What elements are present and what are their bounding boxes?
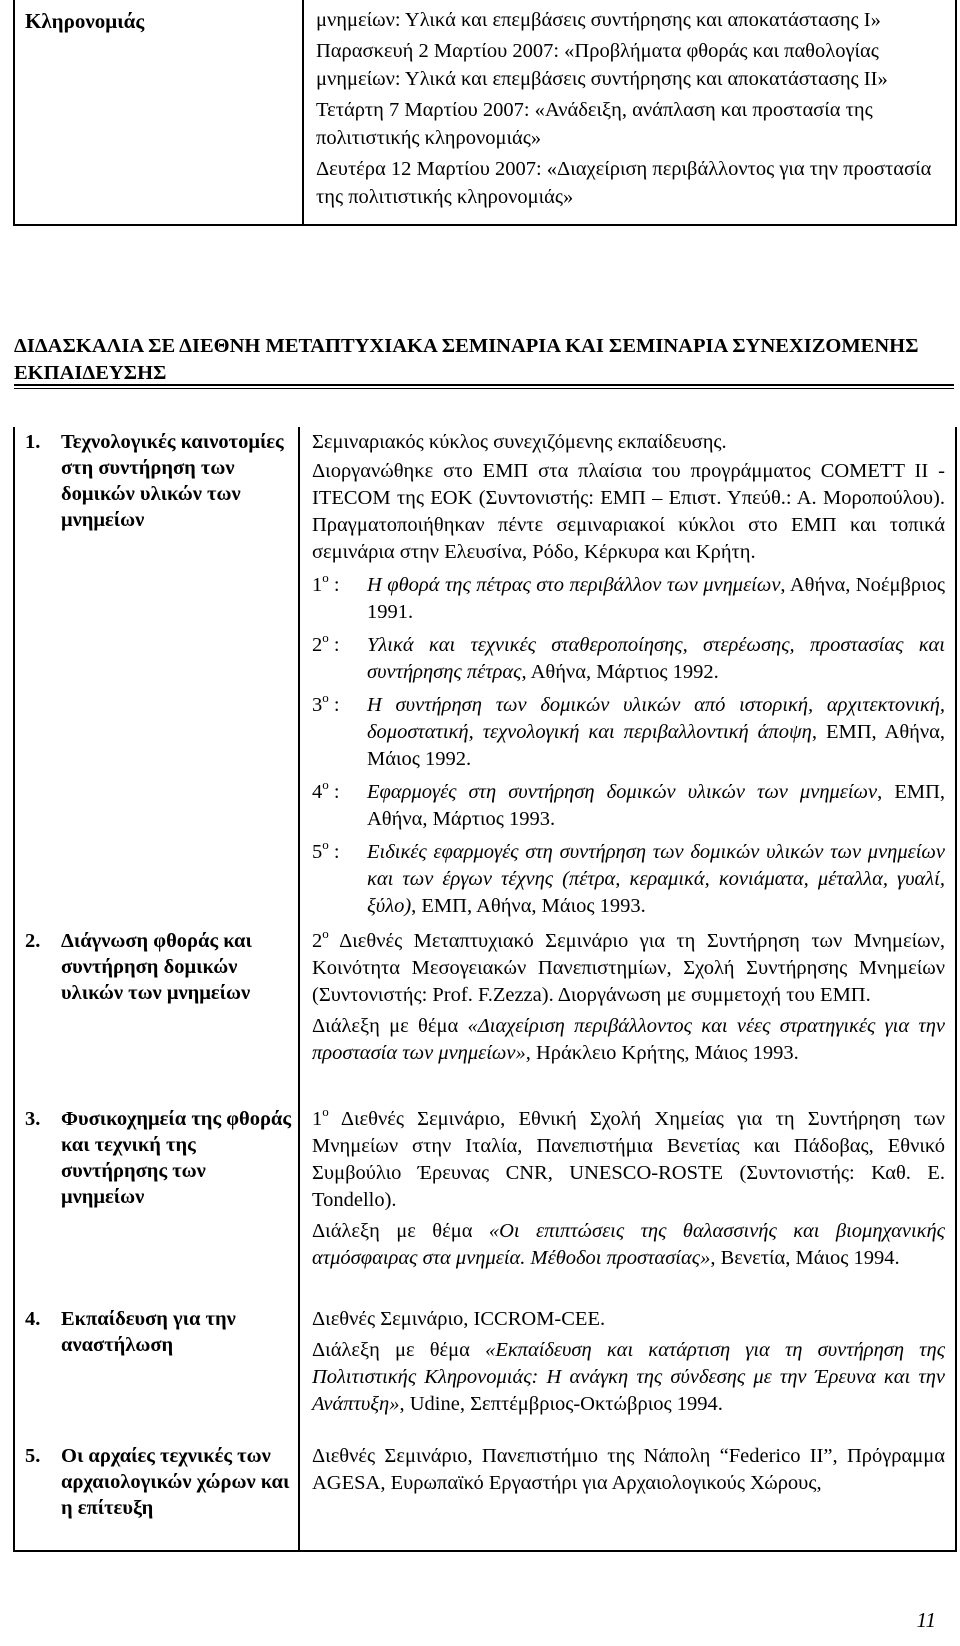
topic xyxy=(25,429,292,533)
topic xyxy=(25,928,292,1006)
topic-cell xyxy=(14,926,299,1104)
seminar-text: Η φθορά της πέτρας στο περιβάλλον των μνημείων, Αθήνα, Νοέμβριος 1991. xyxy=(367,574,945,623)
seminar-title: Η φθορά της πέτρας στο περιβάλλον των μνημείων xyxy=(367,574,781,596)
top-category: Κληρονομιάς xyxy=(25,9,145,33)
seminar-title: Εφαρμογές στη συντήρηση δομικών υλικών των μνημείων xyxy=(367,781,878,803)
seminar-item xyxy=(312,779,945,833)
top-content-cell xyxy=(303,0,956,225)
topic-title: Τεχνολογικές καινοτομίες στη συντήρηση των δομικών υλικών των μνημείων xyxy=(61,431,284,531)
seminar-description: Διεθνές Σεμινάριο, Πανεπιστήμιο της Νάπολη “Federico II”, Πρόγραμμα AGESA, Ευρωπαϊκό Εργαστήρι για Αρχαιολογικούς Χώρους, xyxy=(312,1445,945,1494)
seminar-item xyxy=(312,572,945,626)
seminar-item xyxy=(312,839,945,920)
table-row xyxy=(14,1104,956,1304)
topic xyxy=(25,1106,292,1210)
section-rule-top xyxy=(14,384,954,386)
table-row xyxy=(14,926,956,1104)
topic-number: 1. xyxy=(25,431,41,453)
seminar-description: $2^o$ Διεθνές Μεταπτυχιακό Σεμινάριο για τη Συντήρηση των Μνημείων, Κοινότητα Μεσογειακών Πανεπιστημίων, Σχολή Συντήρησης Μνημείων (Συντονιστής: Prof. F.Zezza). Διοργάνωση με συμμετοχή του ΕΜΠ. xyxy=(312,926,945,1006)
topic-title: Διάγνωση φθοράς και συντήρηση δομικών υλικών των μνημείων xyxy=(61,930,252,1004)
topic-title: Οι αρχαίες τεχνικές των αρχαιολογικών χώρων και η επίτευξη xyxy=(61,1445,290,1519)
lecture-text: Διάλεξη με θέμα «Οι επιπτώσεις της θαλασσινής και βιομηχανικής ατμόσφαιρας στα μνημεία. Μέθοδοι προστασίας», Βενετία, Μάιος 1994. xyxy=(312,1220,945,1269)
lecture-text: Διάλεξη με θέμα «Διαχείριση περιβάλλοντος και νέες στρατηγικές για την προστασία των μνημείων», Ηράκλειο Κρήτης, Μάιος 1993. xyxy=(312,1015,945,1064)
seminar-description: Διεθνές Σεμινάριο, ICCROM-CEE. xyxy=(312,1308,606,1330)
topic xyxy=(25,1443,292,1521)
intro-text: Σεμιναριακός κύκλος συνεχιζόμενης εκπαίδευσης. xyxy=(312,431,727,453)
topic-title: Φυσικοχημεία της φθοράς και τεχνική της συντήρησης των μνημείων xyxy=(61,1108,292,1208)
seminar-text: Εφαρμογές στη συντήρηση δομικών υλικών των μνημείων, ΕΜΠ, Αθήνα, Μάρτιος 1993. xyxy=(367,781,945,830)
topic-cell xyxy=(14,1441,299,1551)
seminar-text: Υλικά και τεχνικές σταθεροποίησης, στερέωσης, προστασίας και συντήρησης πέτρας, Αθήνα, Μάρτιος 1992. xyxy=(367,634,945,683)
seminar-title: Ειδικές εφαρμογές στη συντήρηση των δομικών υλικών των μνημείων και των έργων τέχνης (πέτρα, κεραμικά, κονιάματα, μέταλλα, γυαλί, ξύλο) xyxy=(367,841,945,917)
seminar-ordinal: $2^o$ : xyxy=(312,630,340,656)
seminar-ordinal: $4^o$ : xyxy=(312,777,340,803)
seminar-item xyxy=(312,692,945,773)
description-cell xyxy=(299,1441,956,1551)
topic-title: Εκπαίδευση για την αναστήλωση xyxy=(61,1308,236,1356)
top-line: Τετάρτη 7 Μαρτίου 2007: «Ανάδειξη, ανάπλαση και προστασία της πολιτιστικής κληρονομιάς» xyxy=(316,99,873,149)
top-line: μνημείων: Υλικά και επεμβάσεις συντήρησης και αποκατάστασης I» xyxy=(316,9,881,31)
description-cell xyxy=(299,1304,956,1441)
lecture-text: Διάλεξη με θέμα «Εκπαίδευση και κατάρτιση για τη συντήρηση της Πολιτιστικής Κληρονομιάς: Η ανάγκη της σύνδεσης με την Έρευνα και την Ανάπτυξη», Udine, Σεπτέμβριος-Οκτώβριος 1994. xyxy=(312,1339,946,1415)
lecture-title: «Οι επιπτώσεις της θαλασσινής και βιομηχανικής ατμόσφαιρας στα μνημεία. Μέθοδοι προστασίας» xyxy=(312,1220,945,1269)
description-cell xyxy=(299,1104,956,1304)
seminar-description: $1^o$ Διεθνές Σεμινάριο, Εθνική Σχολή Χημείας για τη Συντήρηση των Μνημείων στην Ιταλία, Πανεπιστήμια Βενετίας και Πάδοβας, Εθνικό Συμβούλιο Έρευνας CNR, UNESCO-ROSTE (Συντονιστής: Καθ. Ε. Tondello). xyxy=(312,1104,945,1211)
topic-number: 4. xyxy=(25,1308,41,1330)
description-cell xyxy=(299,427,956,926)
section-title: ΔΙΔΑΣΚΑΛΙΑ ΣΕ ΔΙΕΘΝΗ ΜΕΤΑΠΤΥΧΙΑΚΑ ΣΕΜΙΝΑΡΙΑ ΚΑΙ ΣΕΜΙΝΑΡΙΑ ΣΥΝΕΧΙΖΟΜΕΝΗΣ ΕΚΠΑΙΔΕΥΣΗΣ xyxy=(14,335,919,384)
description-cell xyxy=(299,926,956,1104)
topic-cell xyxy=(14,427,299,926)
topic-cell xyxy=(14,1104,299,1304)
lecture-title: «Εκπαίδευση και κατάρτιση για τη συντήρηση της Πολιτιστικής Κληρονομιάς: Η ανάγκη της σύνδεσης με την Έρευνα και την Ανάπτυξη» xyxy=(312,1339,946,1415)
organization-text: Διοργανώθηκε στο ΕΜΠ στα πλαίσια του προγράμματος COMETT II - ITECOM της ΕΟΚ (Συντονιστής: ΕΜΠ – Επιστ. Υπεύθ.: Α. Μοροπούλου). Πραγματοποιήθηκαν πέντε σεμιναριακοί κύκλοι στο ΕΜΠ και τοπικά σεμινάρια στην Ελευσίνα, Ρόδο, Κέρκυρα και Κρήτη. xyxy=(312,460,945,563)
seminar-ordinal: $3^o$ : xyxy=(312,690,340,716)
seminar-text: Η συντήρηση των δομικών υλικών από ιστορική, αρχιτεκτονική, δομοστατική, τεχνολογική και περιβαλλοντική άποψη, ΕΜΠ, Αθήνα, Μάιος 1992. xyxy=(367,694,946,770)
lecture-title: «Διαχείριση περιβάλλοντος και νέες στρατηγικές για την προστασία των μνημείων» xyxy=(312,1015,945,1064)
top-line: Δευτέρα 12 Μαρτίου 2007: «Διαχείριση περιβάλλοντος για την προστασία της πολιτιστικής κληρονομιάς» xyxy=(316,158,932,208)
seminar-title: Υλικά και τεχνικές σταθεροποίησης, στερέωσης, προστασίας και συντήρησης πέτρας xyxy=(367,634,945,683)
seminar-title: Η συντήρηση των δομικών υλικών από ιστορική, αρχιτεκτονική, δομοστατική, τεχνολογική και περιβαλλοντική άποψη xyxy=(367,694,945,743)
top-table xyxy=(13,0,957,226)
table-row xyxy=(14,1441,956,1551)
topic-number: 3. xyxy=(25,1108,41,1130)
top-category-cell xyxy=(14,0,303,225)
topic xyxy=(25,1306,292,1358)
topic-cell xyxy=(14,1304,299,1441)
page-number: 11 xyxy=(916,1608,936,1632)
seminar-item xyxy=(312,632,945,686)
seminars-table xyxy=(13,427,957,1552)
seminar-ordinal: $5^o$ : xyxy=(312,837,340,863)
table-row xyxy=(14,427,956,926)
table-row xyxy=(14,1304,956,1441)
top-row xyxy=(14,0,956,225)
topic-number: 5. xyxy=(25,1445,41,1467)
seminar-ordinal: $1^o$ : xyxy=(312,570,340,596)
section-rule-bottom xyxy=(14,388,954,389)
top-line: Παρασκευή 2 Μαρτίου 2007: «Προβλήματα φθοράς και παθολογίας μνημείων: Υλικά και επεμβάσεις συντήρησης και αποκατάστασης ΙΙ» xyxy=(316,40,888,90)
seminar-text: Ειδικές εφαρμογές στη συντήρηση των δομικών υλικών των μνημείων και των έργων τέχνης (πέτρα, κεραμικά, κονιάματα, μέταλλα, γυαλί, ξύλο), ΕΜΠ, Αθήνα, Μάιος 1993. xyxy=(367,841,945,917)
topic-number: 2. xyxy=(25,930,41,952)
